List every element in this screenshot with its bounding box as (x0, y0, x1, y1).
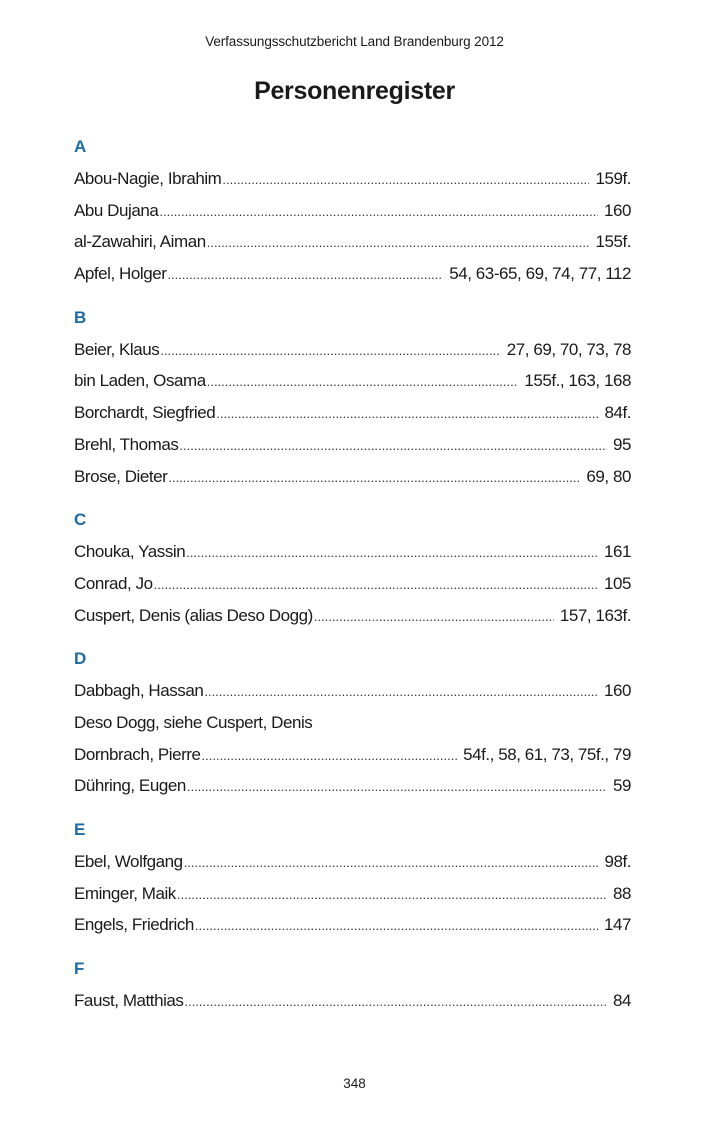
entry-name: Dabbagh, Hassan (74, 681, 204, 701)
dot-leader (186, 536, 598, 569)
entry-pages: 69, 80 (586, 466, 631, 486)
dot-leader (154, 568, 598, 601)
register-entry (74, 536, 631, 568)
register-entry (74, 985, 631, 1017)
entry-pages: 95 (612, 434, 631, 454)
entry-pages: 98f. (604, 852, 631, 871)
entry-name: Brehl, Thomas (74, 434, 179, 454)
dot-leader (314, 600, 554, 633)
dot-leader (222, 163, 589, 196)
entry-name: Cuspert, Denis (alias Deso Dogg) (74, 605, 313, 625)
register-entry (74, 568, 631, 600)
section-letter-d: D (74, 649, 87, 669)
dot-leader (167, 258, 443, 291)
dot-leader (159, 195, 598, 228)
entry-pages: 157, 163f. (559, 605, 631, 625)
entry-pages: 27, 69, 70, 73, 78 (506, 339, 631, 359)
register-entry (74, 397, 631, 429)
register-entry (74, 770, 631, 802)
entry-name: Abou-Nagie, Ibrahim (74, 169, 222, 188)
dot-leader (202, 739, 458, 772)
entry-name: bin Laden, Osama (74, 371, 206, 391)
entry-pages: 159f. (595, 169, 631, 188)
register-entry (74, 739, 631, 771)
entry-pages: 88 (612, 883, 631, 903)
dot-leader (168, 461, 580, 494)
register-entry (74, 163, 631, 195)
entry-name: Abu Dujana (74, 200, 159, 220)
dot-leader (160, 334, 500, 367)
entry-pages: 54, 63-65, 69, 74, 77, 112 (449, 264, 631, 284)
entry-pages: 155f. (595, 232, 631, 252)
entry-pages: 105 (603, 573, 631, 593)
entry-pages: 84 (612, 991, 631, 1011)
entry-name: Dühring, Eugen (74, 776, 186, 796)
entry-pages: 161 (603, 542, 631, 562)
running-header: Verfassungsschutzbericht Land Brandenburg 2012 (205, 34, 504, 49)
entry-name: Deso Dogg, siehe Cuspert, Denis (74, 712, 313, 732)
register-entry (74, 226, 631, 258)
person-register (74, 131, 631, 1017)
dot-leader (184, 985, 607, 1018)
entry-name: Borchardt, Siegfried (74, 403, 216, 423)
dot-leader (184, 846, 599, 879)
section-letter-f: F (74, 959, 85, 979)
entry-name: Dornbrach, Pierre (74, 744, 201, 764)
register-entry (74, 600, 631, 632)
entry-pages: 155f., 163, 168 (524, 371, 631, 391)
entry-name: Brose, Dieter (74, 466, 168, 486)
entry-name: Eminger, Maik (74, 883, 176, 903)
register-entry (74, 909, 631, 941)
dot-leader (177, 878, 607, 911)
register-entry (74, 365, 631, 397)
entry-pages: 160 (603, 681, 631, 701)
dot-leader (179, 429, 607, 462)
entry-name: Apfel, Holger (74, 264, 167, 284)
entry-name: Engels, Friedrich (74, 915, 194, 935)
dot-leader (187, 770, 607, 803)
register-entry (74, 675, 631, 707)
entry-name: Ebel, Wolfgang (74, 852, 183, 871)
page-number: 348 (343, 1076, 366, 1091)
entry-name: Chouka, Yassin (74, 542, 186, 562)
section-letter-e: E (74, 820, 86, 839)
dot-leader (216, 397, 598, 430)
register-entry (74, 429, 631, 461)
dot-leader (207, 365, 519, 398)
entry-pages: 160 (603, 200, 631, 220)
register-entry (74, 334, 631, 366)
section-letter-c: C (74, 510, 87, 530)
entry-name: Conrad, Jo (74, 573, 153, 593)
register-entry (74, 846, 631, 878)
dot-leader (207, 226, 590, 259)
register-entry (74, 707, 631, 739)
section-letter-a: A (74, 137, 87, 156)
register-entry (74, 878, 631, 910)
entry-pages: 54f., 58, 61, 73, 75f., 79 (463, 744, 631, 764)
entry-name: Beier, Klaus (74, 339, 160, 359)
register-entry (74, 195, 631, 227)
dot-leader (204, 675, 598, 708)
entry-name: Faust, Matthias (74, 991, 184, 1011)
section-letter-b: B (74, 307, 87, 327)
entry-pages: 84f. (604, 403, 631, 423)
entry-pages: 59 (612, 776, 631, 796)
register-entry (74, 461, 631, 493)
register-entry (74, 258, 631, 290)
page-title: Personenregister (254, 77, 455, 105)
dot-leader (195, 909, 598, 942)
entry-pages: 147 (603, 915, 631, 935)
entry-name: al-Zawahiri, Aiman (74, 232, 206, 252)
